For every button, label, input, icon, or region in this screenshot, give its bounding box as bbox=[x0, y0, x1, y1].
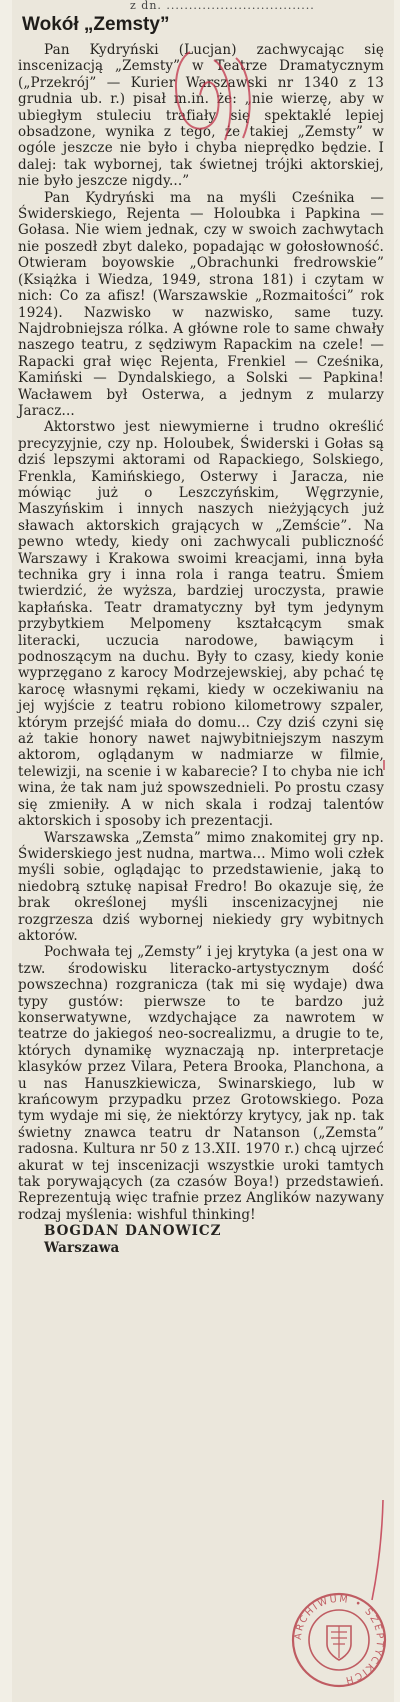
paragraph: Pan Kydryński (Lucjan) zachwycając się inscenizacją „Zemsty” w Teatrze Dramatycznym („Przekrój” — Kurier Warszawski nr 1340 z 13 grudnia ub. r.) pisał m.in. że: „nie wierzę, aby w ubiegłym stuleciu trafiały się spektaklé lepiej obsadzone, wynika z tego, że takiej „Zemsty” w ogóle jeszcze nie było i chyba nieprędko będzie. I dalej: tak wybornej, tak świetnej trójki aktorskiej, nie było jeszcze nigdy...” bbox=[18, 42, 384, 190]
article-title: Wokół „Zemsty” bbox=[22, 14, 170, 35]
paragraph: Aktorstwo jest niewymierne i trudno określić precyzyjnie, czy np. Holoubek, Świderski i Gołas są dziś lepszymi aktorami od Rapackiego, Solskiego, Frenkla, Kamińskiego, Osterwy i Jaracza, nie mówiąc już o Leszczyńskim, Węgrzynie, Maszyńskim i innych naszych nieżyjących już sławach aktorskich grających w „Zemście”. Na pewno wtedy, kiedy oni zachwycali publiczność Warszawy i Krakowa swoimi kreacjami, inna była technika gry i inna rola i ranga teatru. Śmiem twierdzić, że wyższa, bardziej uroczysta, prawie kapłańska. Teatr dramatyczny był tym jedynym przybytkiem Melpomeny kształcącym smak literacki, uczucia narodowe, bawiącym i podnoszącym na duchu. Były to czasy, kiedy konie wyprzęgano z karocy Modrzejewskiej, aby pchać tę karocę własnymi rękami, kiedy w oczekiwaniu na jej wyjście z teatru robiono kilometrowy szpaler, którym przejść miała do domu... Czy dziś czyni się aż takie honory nawet najwybitniejszym naszym aktorom, oglądanym w nadmiarze w filmie, telewizji, na scenie i w kabarecie? I to chyba nie ich wina, że tak nam już spowszednieli. Po prostu czasy się zmieniły. A w nich skala i rodzaj talentów aktorskich i sposoby ich prezentacji. bbox=[18, 419, 384, 830]
stamp-text: ARCHIWUM • SZEPTYCKICH bbox=[292, 1593, 386, 1686]
author-name: BOGDAN DANOWICZ bbox=[44, 1223, 222, 1240]
article-body bbox=[18, 42, 384, 1256]
author-city: Warszawa bbox=[44, 1239, 120, 1256]
date-strip: z dn. ................................. bbox=[130, 0, 315, 12]
paragraph: Pan Kydryński ma na myśli Cześnika — Świderskiego, Rejenta — Holoubka i Papkina — Gołasa. Nie wiem jednak, czy w swoich zachwytach nie poszedł zbyt daleko, popadając w gołosłowność. Otwieram boyowskie „Obrachunki fredrowskie” (Książka i Wiedza, 1949, strona 181) i czytam w nich: Co za afisz! (Warszawskie „Rozmaitości” rok 1924). Nazwisko w nazwisko, same tuzy. Najdrobniejsza rólka. A główne role to same chwały naszego teatru, z sędziwym Rapackim na czele! — Rapacki grał więc Rejenta, Frenkiel — Cześnika, Kamiński — Dyndalskiego, a Solski — Papkina! Wacławem był Osterwa, a jednym z mularzy Jaracz... bbox=[18, 189, 384, 419]
paragraph: Warszawska „Zemsta” mimo znakomitej gry np. Świderskiego jest nudna, martwa... Mimo woli człek myśli sobie, oglądając to przedstawienie, jaką to niedobrą sztukę napisał Fredro! Bo okazuje się, że brak określonej myśli inscenizacyjnej nie rozgrzesza dziś wybornej niekiedy gry wybitnych aktorów. bbox=[18, 829, 384, 944]
paragraph: Pochwała tej „Zemsty” i jej krytyka (a jest ona w tzw. środowisku literacko-artystycznym dość powszechna) rozgranicza (tak mi się wydaje) dwa typy gustów: pierwsze to te bardzo już konserwatywne, wzdychające za nawrotem w teatrze do jakiegoś neo-socrealizmu, a drugie to te, których dynamikę wyznaczają np. interpretacje klasyków przez Vilara, Petera Brooka, Planchona, a u nas Hanuszkiewicza, Swinarskiego, lub w krańcowym przypadku przez Grotowskiego. Poza tym wydaje mi się, że niektórzy krytycy, jak np. tak świetny znawca teatru dr Natanson („Zemsta” radosna. Kultura nr 50 z 13.XII. 1970 r.) chcą ujrzeć akurat w tej inscenizacji wszystkie uroki tamtych tak porywających (za czasów Boya!) przedstawień. Reprezentują więc trafnie przez Anglików nazywany rodzaj myślenia: wishful thinking! bbox=[18, 944, 384, 1223]
